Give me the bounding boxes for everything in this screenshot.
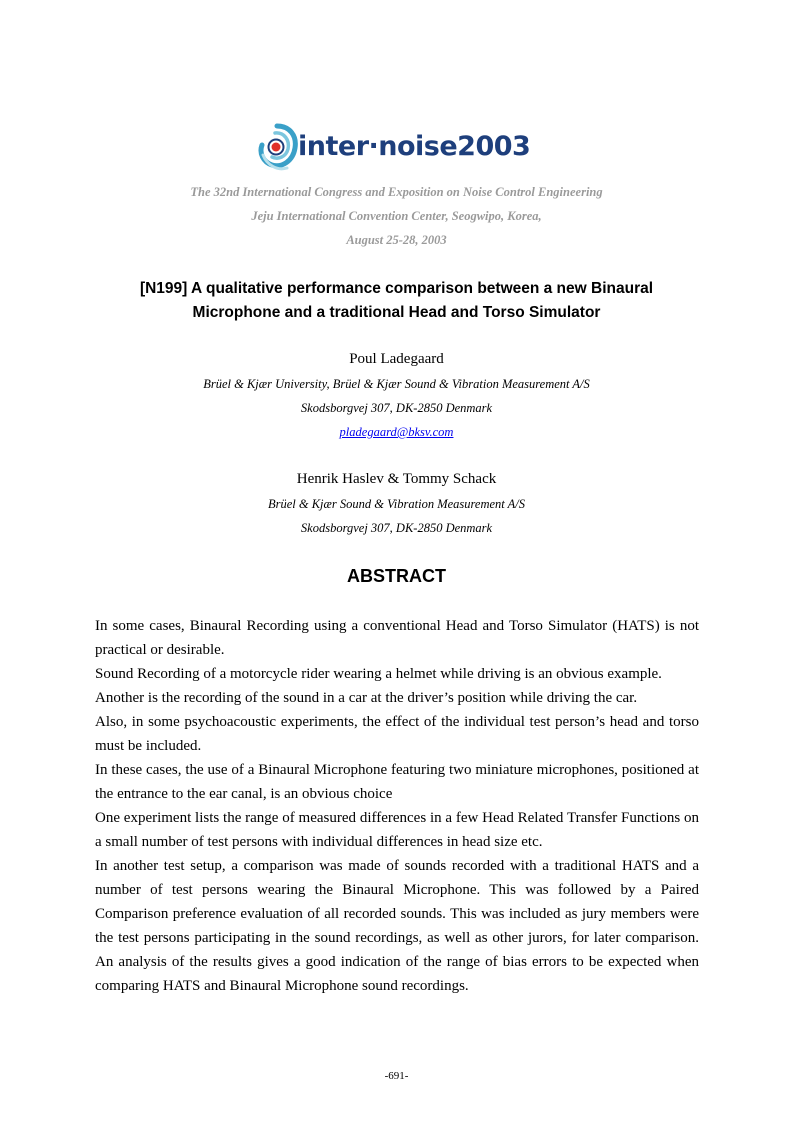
abstract-paragraph: Another is the recording of the sound in a car at the driver’s position while driving the car. — [95, 690, 638, 706]
author-1-email — [0, 425, 793, 440]
paper-title-line-1: [N199] A qualitative performance comparison between a new Binaural — [139, 280, 654, 297]
conference-venue: Jeju International Convention Center, Seogwipo, Korea, — [251, 209, 542, 223]
author-2-address: Skodsborgvej 307, DK-2850 Denmark — [300, 521, 493, 535]
author-2-names: Henrik Haslev & Tommy Schack — [296, 471, 497, 487]
logo-wordmark: inter·noise2003 — [298, 131, 531, 162]
abstract-paragraph: In these cases, the use of a Binaural Microphone featuring two miniature microphones, positioned at the entrance to the ear canal, is an obvious choice — [95, 762, 699, 802]
page-number: -691- — [384, 1070, 409, 1082]
conference-logo — [255, 121, 540, 177]
author-2-affiliation: Brüel & Kjær Sound & Vibration Measurement A/S — [267, 497, 526, 511]
abstract-heading: ABSTRACT — [347, 566, 446, 586]
author-1-name: Poul Ladegaard — [349, 351, 444, 367]
author-1-affiliation: Brüel & Kjær University, Brüel & Kjær Sound & Vibration Measurement A/S — [203, 377, 590, 391]
swirl-logo-icon — [255, 121, 299, 177]
abstract-paragraph: Sound Recording of a motorcycle rider wearing a helmet while driving is an obvious example. — [95, 666, 662, 682]
paper-title-line-2: Microphone and a traditional Head and Torso Simulator — [192, 304, 601, 321]
email-link[interactable]: pladegaard@bksv.com — [339, 425, 454, 439]
abstract-paragraph: One experiment lists the range of measured differences in a few Head Related Transfer Functions on a small number of test persons with individual differences in head size etc. — [95, 810, 699, 850]
abstract-paragraph: In some cases, Binaural Recording using a conventional Head and Torso Simulator (HATS) is not practical or desirable. — [95, 618, 699, 658]
conference-name: The 32nd International Congress and Exposition on Noise Control Engineering — [190, 185, 603, 199]
abstract-paragraph: Also, in some psychoacoustic experiments, the effect of the individual test person’s head and torso must be included. — [95, 714, 699, 754]
conference-dates: August 25-28, 2003 — [346, 233, 447, 247]
paper-title — [100, 277, 693, 325]
author-1-address: Skodsborgvej 307, DK-2850 Denmark — [300, 401, 493, 415]
abstract-body — [95, 614, 699, 998]
abstract-paragraph: In another test setup, a comparison was made of sounds recorded with a traditional HATS and a number of test persons wearing the Binaural Microphone. This was followed by a Paired Comparison preference evaluation of all recorded sounds. This was included as jury members were the test persons participating in the sound recordings, as well as other jurors, for later comparison. An analysis of the results gives a good indication of the range of bias errors to be expected when comparing HATS and Binaural Microphone sound recordings. — [95, 858, 699, 994]
